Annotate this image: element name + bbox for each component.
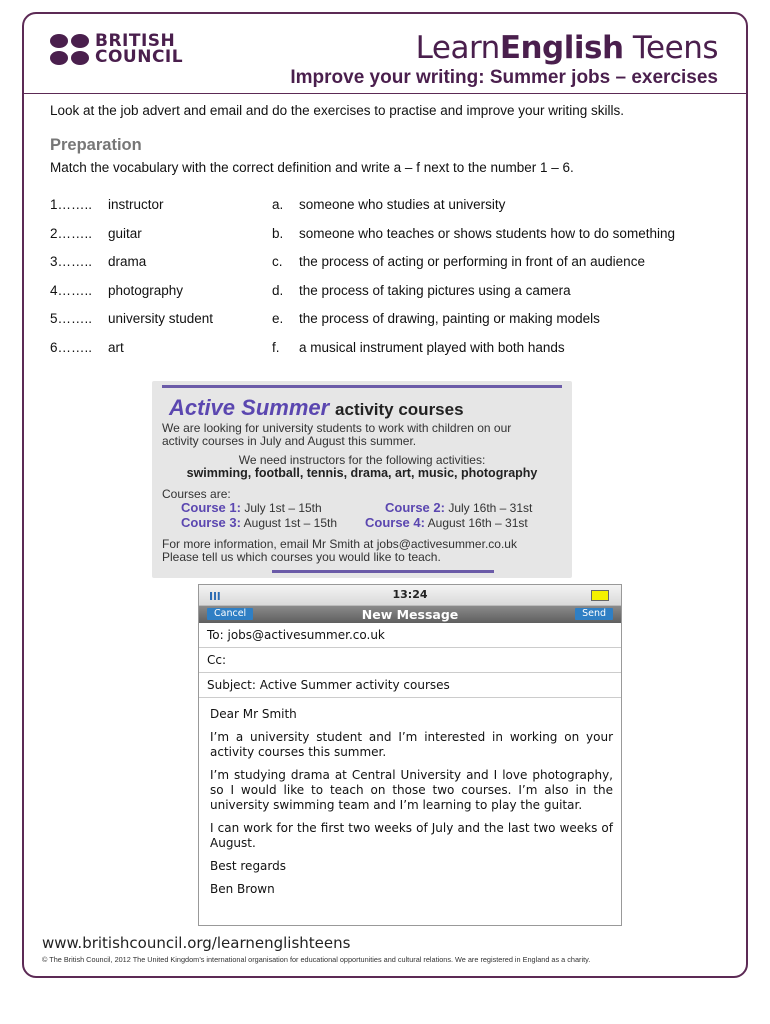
email-greeting: Dear Mr Smith — [210, 707, 297, 721]
advert-info-line: Please tell us which courses you would like to teach. — [162, 550, 441, 564]
vocabulary-list — [50, 197, 730, 369]
logo-dots-icon — [50, 34, 89, 65]
status-time: 13:24 — [392, 588, 428, 601]
intro-text: Look at the job advert and email and do the exercises to practise and improve your writing skills. — [50, 103, 625, 118]
british-council-logo — [50, 33, 183, 65]
vocab-number: 1…….. — [50, 197, 93, 212]
preparation-heading: Preparation — [50, 136, 142, 154]
definition-text: someone who teaches or shows students how to do something — [299, 225, 675, 241]
advert-need-text: We need instructors for the following activities: — [238, 453, 486, 467]
message-nav-bar — [199, 606, 621, 623]
vocab-number: 2…….. — [50, 225, 93, 241]
advert-course-1: Course 1: July 1st – 15th — [181, 500, 322, 515]
vocab-row — [50, 226, 730, 255]
status-bar — [199, 585, 621, 606]
nav-title: New Message — [361, 607, 459, 622]
vocab-row — [50, 254, 730, 283]
title-divider — [24, 93, 746, 94]
definition-letter: b. — [272, 225, 284, 241]
vocab-number: 3…….. — [50, 254, 93, 270]
vocab-word: instructor — [108, 197, 164, 212]
definition-text: someone who studies at university — [299, 197, 506, 212]
vocab-word: photography — [108, 282, 184, 298]
battery-icon — [591, 590, 609, 601]
email-body[interactable] — [210, 707, 613, 905]
email-signature: Ben Brown — [210, 882, 275, 896]
logo-text: BRITISH COUNCIL — [95, 31, 184, 67]
definition-letter: d. — [272, 282, 284, 298]
vocab-row — [50, 283, 730, 312]
vocab-row — [50, 340, 730, 369]
vocab-number: 4…….. — [50, 282, 93, 298]
advert-info-line: For more information, email Mr Smith at jobs@activesummer.co.uk — [162, 537, 517, 551]
definition-letter: a. — [272, 197, 284, 212]
to-field[interactable]: To: jobs@activesummer.co.uk — [199, 623, 621, 648]
definition-letter: c. — [272, 254, 283, 270]
email-paragraph: I can work for the first two weeks of July and the last two weeks of August. — [210, 821, 613, 850]
preparation-instruction: Match the vocabulary with the correct definition and write a – f next to the number 1 – 6. — [50, 160, 574, 175]
email-paragraph: I’m studying drama at Central University and I love photography, so I would like to teach on those two courses. I’m also in the university swimming team and I’m learning to play the guitar. — [210, 768, 613, 812]
email-phone-screen — [198, 584, 622, 926]
vocab-word: art — [108, 339, 124, 355]
definition-text: a musical instrument played with both hands — [299, 339, 565, 355]
cancel-button[interactable]: Cancel — [207, 608, 253, 620]
advert-top-rule — [162, 385, 562, 388]
learnenglish-teens-logo: LearnEnglish Teens — [415, 30, 718, 66]
advert-activities: swimming, football, tennis, drama, art, music, photography — [186, 466, 538, 480]
job-advert — [152, 381, 572, 578]
subject-field[interactable]: Subject: Active Summer activity courses — [199, 673, 621, 698]
advert-course-3: Course 3: August 1st – 15th — [181, 515, 338, 530]
page-title: Improve your writing: Summer jobs – exercises — [290, 67, 718, 88]
definition-text: the process of drawing, painting or making models — [299, 311, 600, 327]
cc-field[interactable]: Cc: — [199, 648, 621, 673]
definition-letter: e. — [272, 311, 284, 327]
vocab-row — [50, 197, 730, 226]
advert-course-4: Course 4: August 16th – 31st — [365, 515, 528, 530]
vocab-word: drama — [108, 254, 147, 270]
footer-copyright: © The British Council, 2012 The United Kingdom’s international organisation for educational opportunities and cultural relations. We are registered in England as a charity. — [42, 955, 591, 964]
advert-heading: Active Summer activity courses — [169, 395, 464, 420]
footer-url[interactable]: www.britishcouncil.org/learnenglishteens — [42, 934, 351, 952]
vocab-word: guitar — [108, 225, 142, 241]
advert-bottom-rule — [272, 570, 494, 573]
definition-text: the process of acting or performing in front of an audience — [299, 254, 645, 270]
vocab-number: 6…….. — [50, 339, 93, 355]
email-paragraph: I’m a university student and I’m interested in working on your activity courses this summer. — [210, 730, 613, 759]
definition-text: the process of taking pictures using a camera — [299, 282, 571, 298]
signal-icon: Ill — [209, 590, 221, 603]
send-button[interactable]: Send — [575, 608, 613, 620]
vocab-word: university student — [108, 311, 214, 327]
advert-course-2: Course 2: July 16th – 31st — [385, 500, 533, 515]
advert-line: We are looking for university students to work with children on our — [162, 421, 512, 435]
vocab-row — [50, 311, 730, 340]
advert-line: activity courses in July and August this summer. — [162, 434, 417, 448]
email-closing: Best regards — [210, 859, 287, 873]
definition-letter: f. — [272, 339, 280, 355]
advert-courses-label: Courses are: — [162, 487, 231, 501]
vocab-number: 5…….. — [50, 311, 93, 327]
